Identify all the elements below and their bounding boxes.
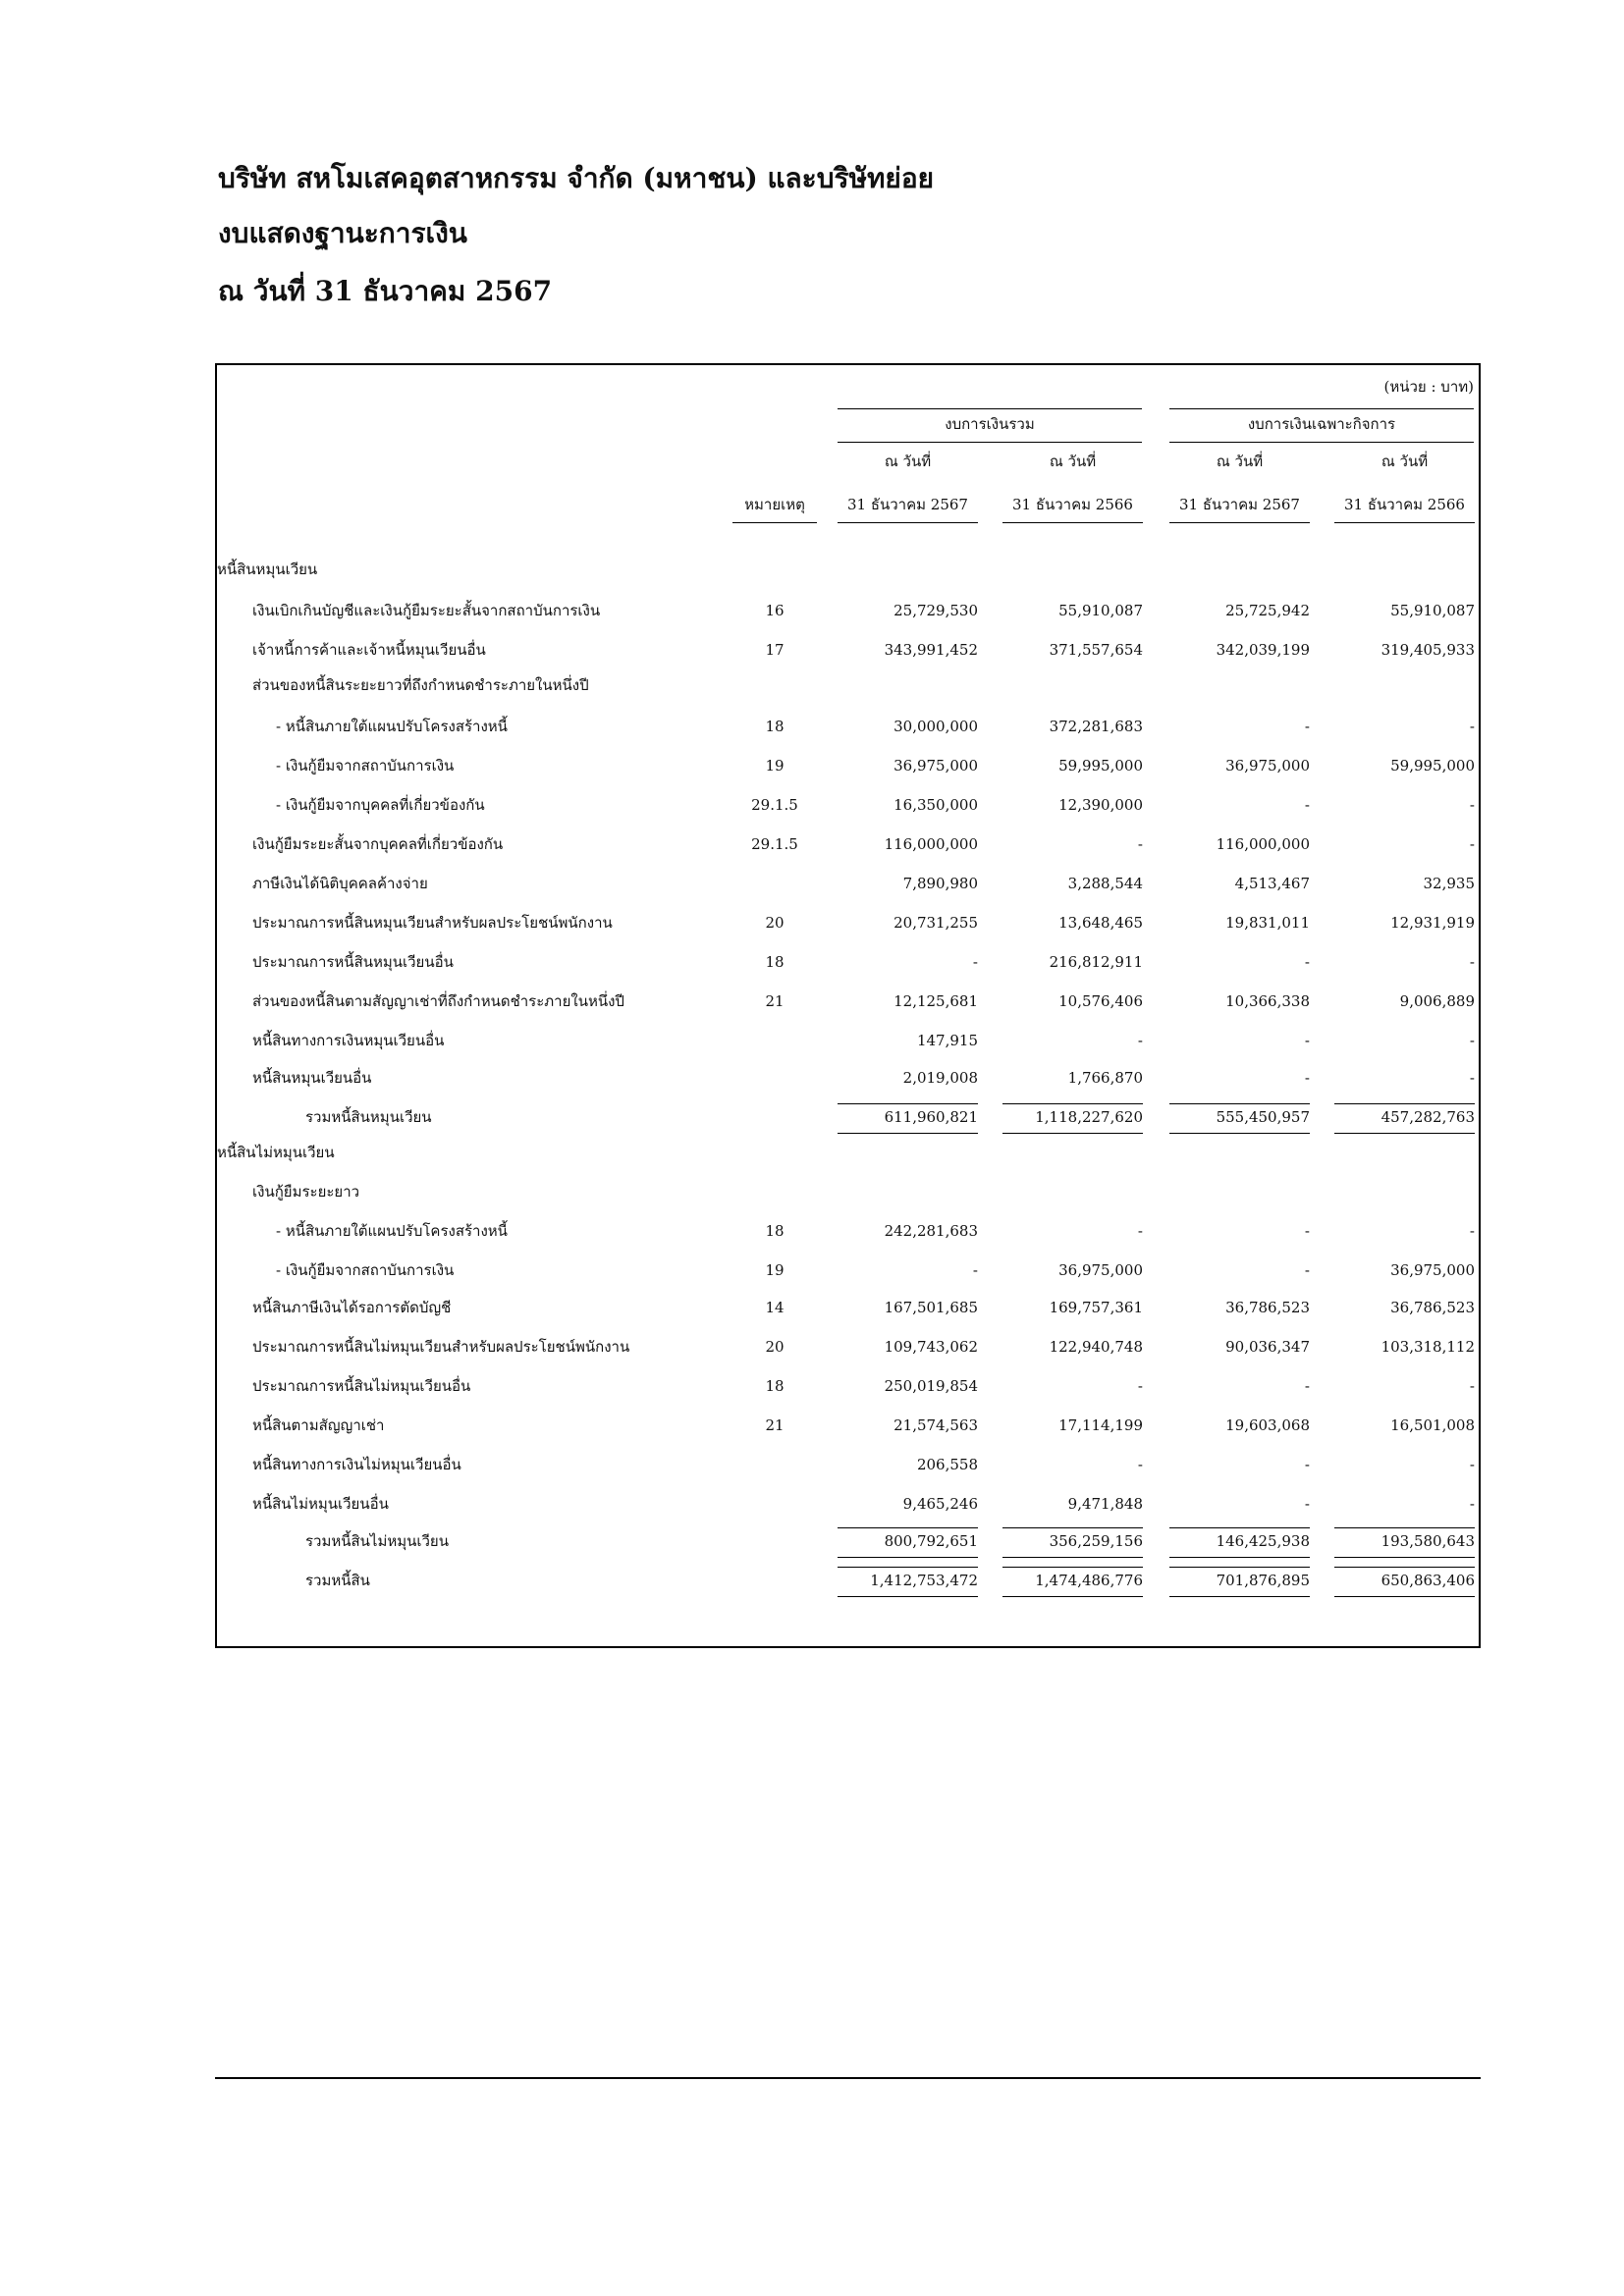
row-value: 103,318,112 bbox=[1380, 1338, 1475, 1356]
row-value: 169,757,361 bbox=[1049, 1299, 1143, 1316]
row-value: 457,282,763 bbox=[1380, 1108, 1475, 1126]
row-note: 18 bbox=[765, 1222, 785, 1240]
row-value: 36,786,523 bbox=[1390, 1299, 1475, 1316]
row-value: - bbox=[1304, 1069, 1310, 1087]
row-value: 10,576,406 bbox=[1058, 992, 1143, 1010]
row-note: 21 bbox=[765, 1416, 785, 1434]
row-label: เงินกู้ยืมระยะยาว bbox=[252, 1183, 360, 1201]
row-value: - bbox=[1304, 1222, 1310, 1240]
col-date-2566: 31 ธันวาคม 2566 bbox=[1344, 496, 1465, 513]
row-value: 21,574,563 bbox=[893, 1416, 978, 1434]
row-value: 12,125,681 bbox=[893, 992, 978, 1010]
row-value: 90,036,347 bbox=[1225, 1338, 1310, 1356]
row-value: 9,006,889 bbox=[1399, 992, 1475, 1010]
row-value: - bbox=[1304, 1261, 1310, 1279]
row-value: 1,118,227,620 bbox=[1035, 1108, 1143, 1126]
group-consolidated-header: งบการเงินรวม bbox=[945, 415, 1035, 433]
row-label: - เงินกู้ยืมจากสถาบันการเงิน bbox=[276, 757, 455, 774]
row-value: 19,831,011 bbox=[1225, 914, 1310, 932]
row-value: 167,501,685 bbox=[884, 1299, 978, 1316]
row-value: - bbox=[972, 953, 978, 971]
row-value: 555,450,957 bbox=[1216, 1108, 1310, 1126]
total-rule-top bbox=[1334, 1567, 1475, 1568]
total-rule-top bbox=[1169, 1103, 1310, 1104]
row-label: ประมาณการหนี้สินไม่หมุนเวียนอื่น bbox=[252, 1377, 471, 1395]
row-value: 650,863,406 bbox=[1380, 1572, 1475, 1589]
row-label: หนี้สินภาษีเงินได้รอการตัดบัญชี bbox=[252, 1299, 452, 1316]
row-value: - bbox=[1137, 1456, 1143, 1473]
row-value: 36,975,000 bbox=[1390, 1261, 1475, 1279]
row-note: 21 bbox=[765, 992, 785, 1010]
financial-table bbox=[215, 363, 1481, 1648]
row-value: 32,935 bbox=[1423, 875, 1475, 892]
row-note: 18 bbox=[765, 953, 785, 971]
row-label: หนี้สินทางการเงินหมุนเวียนอื่น bbox=[252, 1032, 445, 1049]
total-rule-bottom bbox=[838, 1133, 978, 1134]
col-as-at: ณ วันที่ bbox=[884, 453, 932, 470]
col-as-at: ณ วันที่ bbox=[1380, 453, 1429, 470]
row-value: - bbox=[1304, 1377, 1310, 1395]
header-rule bbox=[838, 522, 978, 523]
statement-title: งบแสดงฐานะการเงิน bbox=[218, 217, 467, 249]
row-label: ส่วนของหนี้สินระยะยาวที่ถึงกำหนดชำระภายในหนึ่งปี bbox=[252, 676, 589, 694]
total-rule-bottom bbox=[1169, 1596, 1310, 1597]
total-rule-top bbox=[838, 1527, 978, 1528]
row-note: 20 bbox=[765, 1338, 785, 1356]
total-rule-top bbox=[1002, 1103, 1143, 1104]
row-value: 30,000,000 bbox=[893, 718, 978, 735]
row-value: 10,366,338 bbox=[1225, 992, 1310, 1010]
row-value: 146,425,938 bbox=[1216, 1532, 1310, 1550]
row-note: 29.1.5 bbox=[751, 796, 798, 814]
row-note: 14 bbox=[765, 1299, 785, 1316]
total-rule-bottom bbox=[1169, 1133, 1310, 1134]
col-as-at: ณ วันที่ bbox=[1049, 453, 1097, 470]
col-date-2566: 31 ธันวาคม 2566 bbox=[1012, 496, 1133, 513]
row-label: ประมาณการหนี้สินหมุนเวียนสำหรับผลประโยชน์พนักงาน bbox=[252, 914, 613, 932]
total-rule-bottom bbox=[1002, 1557, 1143, 1558]
row-label: - หนี้สินภายใต้แผนปรับโครงสร้างหนี้ bbox=[276, 718, 508, 735]
row-value: - bbox=[1469, 835, 1475, 853]
row-value: 356,259,156 bbox=[1049, 1532, 1143, 1550]
total-rule-top bbox=[1169, 1567, 1310, 1568]
row-value: 342,039,199 bbox=[1216, 641, 1310, 659]
row-value: 55,910,087 bbox=[1390, 602, 1475, 619]
header-rule bbox=[1334, 522, 1475, 523]
footer-rule bbox=[215, 2077, 1481, 2079]
row-value: - bbox=[1469, 1377, 1475, 1395]
row-value: 1,412,753,472 bbox=[870, 1572, 978, 1589]
row-label: เงินเบิกเกินบัญชีและเงินกู้ยืมระยะสั้นจากสถาบันการเงิน bbox=[252, 602, 601, 619]
row-value: - bbox=[1304, 1495, 1310, 1513]
total-rule-top bbox=[838, 1103, 978, 1104]
row-value: - bbox=[1137, 835, 1143, 853]
total-rule-bottom bbox=[1334, 1133, 1475, 1134]
row-value: 701,876,895 bbox=[1216, 1572, 1310, 1589]
group-rule bbox=[838, 442, 1142, 443]
total-rule-bottom bbox=[838, 1596, 978, 1597]
row-value: 12,390,000 bbox=[1058, 796, 1143, 814]
header-rule bbox=[1002, 522, 1143, 523]
row-value: 36,975,000 bbox=[1058, 1261, 1143, 1279]
row-value: 19,603,068 bbox=[1225, 1416, 1310, 1434]
row-label: - เงินกู้ยืมจากสถาบันการเงิน bbox=[276, 1261, 455, 1279]
row-value: 343,991,452 bbox=[884, 641, 978, 659]
total-rule-bottom bbox=[1334, 1557, 1475, 1558]
row-value: 25,725,942 bbox=[1225, 602, 1310, 619]
total-rule-top bbox=[838, 1567, 978, 1568]
group-separate-header: งบการเงินเฉพาะกิจการ bbox=[1247, 415, 1396, 433]
row-value: 12,931,919 bbox=[1390, 914, 1475, 932]
row-value: 109,743,062 bbox=[884, 1338, 978, 1356]
total-rule-top bbox=[1169, 1527, 1310, 1528]
row-value: - bbox=[1304, 718, 1310, 735]
unit-label: (หน่วย : บาท) bbox=[1383, 378, 1474, 396]
row-value: 59,995,000 bbox=[1058, 757, 1143, 774]
row-value: 25,729,530 bbox=[893, 602, 978, 619]
total-rule-bottom bbox=[1334, 1596, 1475, 1597]
row-label: ส่วนของหนี้สินตามสัญญาเช่าที่ถึงกำหนดชำระภายในหนึ่งปี bbox=[252, 992, 624, 1010]
row-label: เงินกู้ยืมระยะสั้นจากบุคคลที่เกี่ยวข้องกัน bbox=[252, 835, 504, 853]
row-label: หนี้สินหมุนเวียน bbox=[217, 561, 318, 578]
row-value: - bbox=[972, 1261, 978, 1279]
row-value: - bbox=[1469, 1032, 1475, 1049]
total-rule-bottom bbox=[1169, 1557, 1310, 1558]
total-rule-top bbox=[1334, 1103, 1475, 1104]
col-as-at: ณ วันที่ bbox=[1216, 453, 1264, 470]
row-note: 20 bbox=[765, 914, 785, 932]
total-rule-bottom bbox=[1002, 1596, 1143, 1597]
row-value: - bbox=[1304, 796, 1310, 814]
col-date-2567: 31 ธันวาคม 2567 bbox=[1179, 496, 1300, 513]
row-value: 206,558 bbox=[916, 1456, 978, 1473]
row-label: ภาษีเงินได้นิติบุคคลค้างจ่าย bbox=[252, 875, 428, 892]
row-value: 216,812,911 bbox=[1049, 953, 1143, 971]
row-value: - bbox=[1469, 953, 1475, 971]
row-value: 371,557,654 bbox=[1049, 641, 1143, 659]
row-value: 55,910,087 bbox=[1058, 602, 1143, 619]
total-label: รวมหนี้สินไม่หมุนเวียน bbox=[305, 1532, 449, 1550]
row-note: 16 bbox=[765, 602, 785, 619]
row-value: 1,474,486,776 bbox=[1035, 1572, 1143, 1589]
row-value: 59,995,000 bbox=[1390, 757, 1475, 774]
group-rule bbox=[1169, 442, 1474, 443]
header-rule bbox=[732, 522, 817, 523]
total-rule-top bbox=[1002, 1567, 1143, 1568]
row-note: 19 bbox=[765, 1261, 785, 1279]
row-value: - bbox=[1469, 1069, 1475, 1087]
row-value: 9,471,848 bbox=[1067, 1495, 1143, 1513]
row-value: 36,786,523 bbox=[1225, 1299, 1310, 1316]
total-rule-top bbox=[1334, 1527, 1475, 1528]
row-value: 7,890,980 bbox=[902, 875, 978, 892]
row-note: 18 bbox=[765, 1377, 785, 1395]
row-value: 319,405,933 bbox=[1380, 641, 1475, 659]
row-value: 242,281,683 bbox=[884, 1222, 978, 1240]
row-label: ประมาณการหนี้สินหมุนเวียนอื่น bbox=[252, 953, 454, 971]
row-value: 116,000,000 bbox=[1216, 835, 1310, 853]
row-value: 36,975,000 bbox=[893, 757, 978, 774]
total-rule-top bbox=[1002, 1527, 1143, 1528]
row-label: เจ้าหนี้การค้าและเจ้าหนี้หมุนเวียนอื่น bbox=[252, 641, 486, 659]
row-note: 29.1.5 bbox=[751, 835, 798, 853]
row-value: 20,731,255 bbox=[893, 914, 978, 932]
row-value: - bbox=[1469, 1495, 1475, 1513]
row-label: หนี้สินตามสัญญาเช่า bbox=[252, 1416, 385, 1434]
row-note: 17 bbox=[765, 641, 785, 659]
row-value: - bbox=[1304, 1032, 1310, 1049]
row-value: 3,288,544 bbox=[1067, 875, 1143, 892]
row-value: - bbox=[1137, 1377, 1143, 1395]
row-value: - bbox=[1469, 718, 1475, 735]
row-value: 122,940,748 bbox=[1049, 1338, 1143, 1356]
row-label: หนี้สินหมุนเวียนอื่น bbox=[252, 1069, 372, 1087]
row-value: 116,000,000 bbox=[884, 835, 978, 853]
row-value: 9,465,246 bbox=[902, 1495, 978, 1513]
col-date-2567: 31 ธันวาคม 2567 bbox=[847, 496, 968, 513]
row-value: 193,580,643 bbox=[1380, 1532, 1475, 1550]
row-value: 4,513,467 bbox=[1234, 875, 1310, 892]
row-value: 250,019,854 bbox=[884, 1377, 978, 1395]
total-rule-bottom bbox=[1002, 1133, 1143, 1134]
row-value: 13,648,465 bbox=[1058, 914, 1143, 932]
total-rule-bottom bbox=[838, 1557, 978, 1558]
row-value: - bbox=[1469, 796, 1475, 814]
col-note-header: หมายเหตุ bbox=[744, 496, 805, 513]
row-label: หนี้สินทางการเงินไม่หมุนเวียนอื่น bbox=[252, 1456, 461, 1473]
row-label: หนี้สินไม่หมุนเวียนอื่น bbox=[252, 1495, 389, 1513]
row-value: 611,960,821 bbox=[884, 1108, 978, 1126]
row-value: - bbox=[1137, 1222, 1143, 1240]
statement-date: ณ วันที่ 31 ธันวาคม 2567 bbox=[218, 275, 553, 307]
group-rule bbox=[838, 408, 1142, 409]
row-value: 2,019,008 bbox=[902, 1069, 978, 1087]
row-value: - bbox=[1304, 1456, 1310, 1473]
total-label: รวมหนี้สินหมุนเวียน bbox=[305, 1108, 432, 1126]
company-name: บริษัท สหโมเสคอุตสาหกรรม จำกัด (มหาชน) และบริษัทย่อย bbox=[218, 162, 935, 194]
row-value: 147,915 bbox=[916, 1032, 978, 1049]
group-rule bbox=[1169, 408, 1474, 409]
row-value: 1,766,870 bbox=[1067, 1069, 1143, 1087]
row-value: 17,114,199 bbox=[1058, 1416, 1143, 1434]
row-value: 16,350,000 bbox=[893, 796, 978, 814]
total-label: รวมหนี้สิน bbox=[305, 1572, 370, 1589]
row-label: - หนี้สินภายใต้แผนปรับโครงสร้างหนี้ bbox=[276, 1222, 508, 1240]
row-label: หนี้สินไม่หมุนเวียน bbox=[217, 1144, 335, 1161]
row-value: - bbox=[1469, 1456, 1475, 1473]
row-note: 18 bbox=[765, 718, 785, 735]
row-label: ประมาณการหนี้สินไม่หมุนเวียนสำหรับผลประโยชน์พนักงาน bbox=[252, 1338, 630, 1356]
row-value: - bbox=[1304, 953, 1310, 971]
row-value: - bbox=[1469, 1222, 1475, 1240]
row-value: 800,792,651 bbox=[884, 1532, 978, 1550]
row-value: 16,501,008 bbox=[1390, 1416, 1475, 1434]
row-label: - เงินกู้ยืมจากบุคคลที่เกี่ยวข้องกัน bbox=[276, 796, 485, 814]
row-note: 19 bbox=[765, 757, 785, 774]
row-value: - bbox=[1137, 1032, 1143, 1049]
row-value: 36,975,000 bbox=[1225, 757, 1310, 774]
header-rule bbox=[1169, 522, 1310, 523]
row-value: 372,281,683 bbox=[1049, 718, 1143, 735]
